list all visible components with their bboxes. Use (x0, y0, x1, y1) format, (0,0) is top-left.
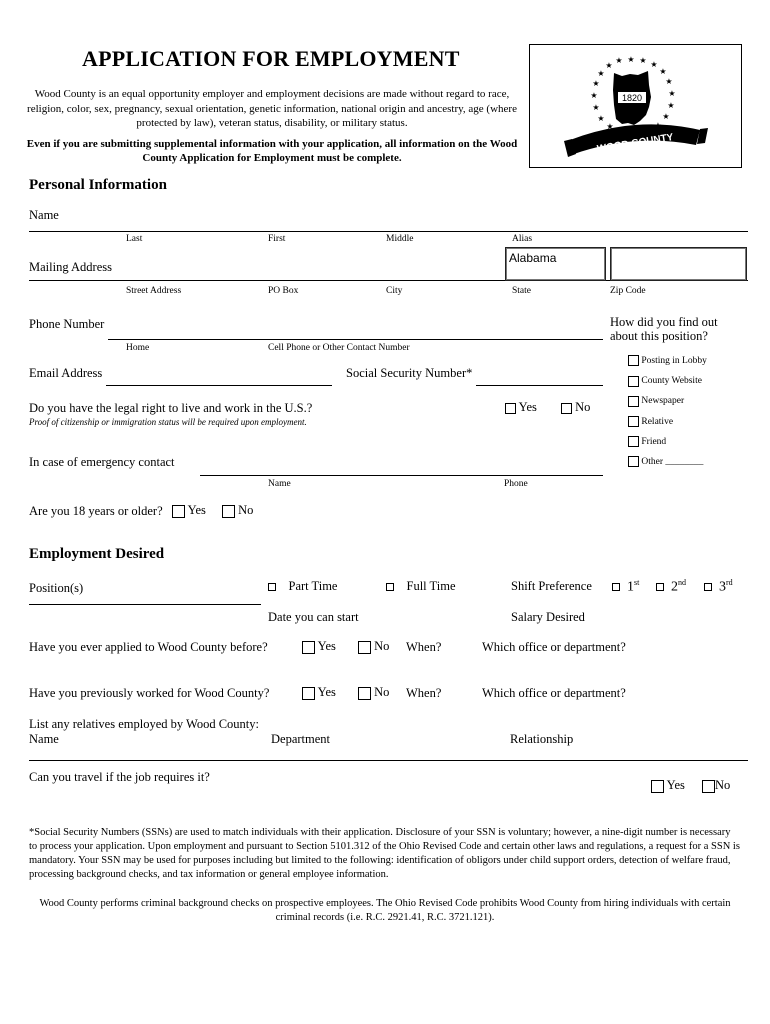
state-caption: State (512, 286, 531, 296)
applied-yes[interactable]: Yes (302, 639, 336, 654)
svg-text:1820: 1820 (621, 93, 643, 103)
svg-text:WOOD COUNTY: WOOD COUNTY (596, 132, 675, 155)
ssn-line[interactable] (476, 385, 603, 386)
svg-text:★: ★ (597, 69, 605, 78)
option-other[interactable]: Other ________ (628, 452, 707, 472)
shift-1st-checkbox[interactable] (612, 583, 620, 591)
worked-office-label: Which office or department? (482, 686, 626, 700)
relative-checkbox[interactable] (628, 416, 639, 427)
legal-no-checkbox[interactable] (561, 403, 572, 414)
travel-label: Can you travel if the job requires it? (29, 770, 210, 784)
age-label: Are you 18 years or older? (29, 504, 163, 518)
svg-text:★: ★ (627, 55, 635, 64)
svg-text:★: ★ (659, 67, 667, 76)
worked-yes-checkbox[interactable] (302, 687, 315, 700)
name-label: Name (29, 208, 59, 222)
option-posting-in-lobby[interactable]: Posting in Lobby (628, 351, 707, 371)
completeness-notice: Even if you are submitting supplemental information with your application, all information on the Wood County Application for Employment must be complete. (26, 138, 518, 164)
age-yes-checkbox[interactable] (172, 505, 185, 518)
svg-text:★: ★ (650, 60, 658, 69)
shift-preference-label: Shift Preference (511, 579, 592, 593)
full-time-option[interactable]: Full Time (386, 579, 456, 594)
emergency-line[interactable] (200, 475, 603, 476)
name-alias-caption: Alias (512, 234, 533, 244)
page-title: APPLICATION FOR EMPLOYMENT (82, 46, 460, 71)
svg-text:★: ★ (668, 89, 676, 98)
svg-text:★: ★ (592, 103, 600, 112)
newspaper-checkbox[interactable] (628, 396, 639, 407)
option-newspaper[interactable]: Newspaper (628, 391, 707, 411)
relatives-department-label: Department (271, 732, 331, 746)
find-out-options (628, 351, 707, 472)
option-friend[interactable]: Friend (628, 432, 707, 452)
shift-1st[interactable]: 1st (612, 578, 639, 596)
age-no-checkbox[interactable] (222, 505, 235, 518)
svg-text:★: ★ (597, 114, 605, 123)
state-value[interactable]: Alabama (506, 248, 605, 280)
section-employment-desired: Employment Desired (29, 546, 165, 562)
phone-label: Phone Number (29, 317, 105, 331)
relatives-name-label: Name (29, 732, 59, 746)
cell-phone-caption: Cell Phone or Other Contact Number (268, 343, 410, 353)
legal-yes[interactable]: Yes (505, 400, 537, 415)
relatives-relationship-label: Relationship (510, 732, 574, 746)
background-check-note: Wood County performs criminal background checks on prospective employees. The Ohio Revised Code prohibits Wood County from hiring individuals with certain criminal records (i.e. R.C. 2921.41, R.C. 3721.121). (39, 898, 731, 923)
age-yes[interactable]: Yes (172, 503, 206, 518)
applied-office-label: Which office or department? (482, 640, 626, 654)
legal-yes-checkbox[interactable] (505, 403, 516, 414)
friend-checkbox[interactable] (628, 436, 639, 447)
worked-before-label: Have you previously worked for Wood County? (29, 686, 270, 700)
email-line[interactable] (106, 385, 332, 386)
name-middle-caption: Middle (386, 234, 414, 244)
applied-no[interactable]: No (358, 639, 389, 654)
zip-caption: Zip Code (610, 286, 646, 296)
emergency-label: In case of emergency contact (29, 455, 175, 469)
svg-text:★: ★ (590, 91, 598, 100)
legal-right-label: Do you have the legal right to live and work in the U.S.? (29, 401, 313, 415)
svg-text:★: ★ (662, 112, 670, 121)
emergency-phone-caption: Phone (504, 479, 528, 489)
pobox-caption: PO Box (268, 286, 299, 296)
travel-no[interactable]: No (702, 778, 730, 793)
travel-yes[interactable]: Yes (651, 778, 685, 793)
svg-text:★: ★ (605, 61, 613, 70)
wood-county-seal-icon (530, 45, 740, 166)
zip-value[interactable] (611, 248, 746, 280)
applied-when-label: When? (406, 640, 442, 654)
county-logo (529, 44, 742, 168)
state-field[interactable] (505, 247, 606, 281)
find-out-question: How did you find out about this position? (610, 315, 718, 343)
street-caption: Street Address (126, 286, 182, 296)
home-phone-caption: Home (126, 343, 150, 353)
ssn-label: Social Security Number* (346, 366, 473, 380)
name-line (29, 231, 748, 232)
section-personal-information: Personal Information (29, 177, 167, 193)
applied-before-label: Have you ever applied to Wood County before? (29, 640, 268, 654)
shift-3rd-checkbox[interactable] (704, 583, 712, 591)
worked-yes[interactable]: Yes (302, 685, 336, 700)
svg-text:★: ★ (665, 77, 673, 86)
legal-note: Proof of citizenship or immigration status will be required upon employment. (29, 417, 307, 427)
shift-2nd[interactable]: 2nd (656, 578, 686, 596)
applied-yes-checkbox[interactable] (302, 641, 315, 654)
email-label: Email Address (29, 366, 103, 380)
travel-no-checkbox[interactable] (702, 780, 715, 793)
emergency-name-caption: Name (268, 479, 291, 489)
svg-text:★: ★ (667, 101, 675, 110)
svg-text:★: ★ (606, 122, 614, 131)
start-date-label: Date you can start (268, 610, 359, 624)
shift-3rd[interactable]: 3rd (704, 578, 733, 596)
position-line[interactable] (29, 604, 261, 605)
worked-no[interactable]: No (358, 685, 389, 700)
part-time-option[interactable]: Part Time (268, 579, 337, 594)
svg-text:★: ★ (639, 56, 647, 65)
travel-yes-checkbox[interactable] (651, 780, 664, 793)
zip-code-field[interactable] (610, 247, 747, 281)
phone-line (108, 339, 603, 340)
worked-when-label: When? (406, 686, 442, 700)
svg-text:★: ★ (592, 79, 600, 88)
position-label: Position(s) (29, 581, 84, 595)
worked-no-checkbox[interactable] (358, 687, 371, 700)
posting-checkbox[interactable] (628, 355, 639, 366)
name-first-caption: First (268, 234, 286, 244)
ssn-disclosure: *Social Security Numbers (SSNs) are used to match individuals with their application. Disclosure of your SSN is voluntary; however, a nine-digit number is necessary to process your application. Upon employment and pursuant to Section 5101.312 of the Ohio Revised Code and certain other laws and regulations, a request for a SSN is mandatory. Your SSN may be used for purposes including but limited to the following: identification of obligors under child support orders, detection of welfare fraud, processing background checks, and tax information or general employee information. (29, 827, 740, 880)
part-time-checkbox[interactable] (268, 583, 276, 591)
name-last-caption: Last (126, 234, 143, 244)
salary-label: Salary Desired (511, 610, 585, 624)
other-checkbox[interactable] (628, 456, 639, 467)
full-time-checkbox[interactable] (386, 583, 394, 591)
website-checkbox[interactable] (628, 376, 639, 387)
option-relative[interactable]: Relative (628, 412, 707, 432)
mailing-address-label: Mailing Address (29, 260, 112, 274)
relatives-label: List any relatives employed by Wood County: (29, 717, 259, 731)
eeo-statement: Wood County is an equal opportunity employer and employment decisions are made without regard to race, religion, color, sex, pregnancy, sexual orientation, genetic information, national origin and ancestry, age (where protected by law), veteran status, disability, or military status. (27, 88, 517, 129)
svg-text:★: ★ (615, 56, 623, 65)
applied-no-checkbox[interactable] (358, 641, 371, 654)
city-caption: City (386, 286, 403, 296)
legal-no[interactable]: No (561, 400, 590, 415)
relatives-line (29, 760, 748, 761)
shift-2nd-checkbox[interactable] (656, 583, 664, 591)
age-no[interactable]: No (222, 503, 253, 518)
option-county-website[interactable]: County Website (628, 371, 707, 391)
